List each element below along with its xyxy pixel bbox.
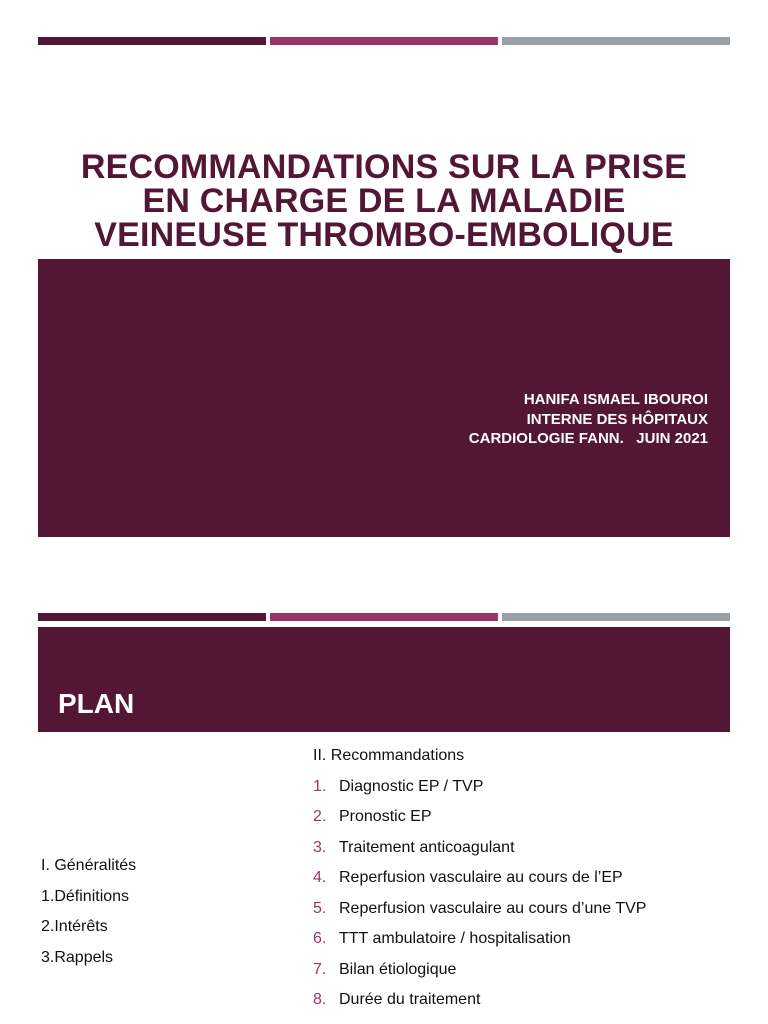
item-text: Pronostic EP [339, 808, 432, 825]
plan-title: PLAN [58, 688, 135, 719]
generalites-list [41, 856, 136, 978]
item-text: Reperfusion vasculaire au cours d’une TVP [339, 899, 647, 917]
bar-dark [38, 37, 266, 45]
title-line-1: RECOMMANDATIONS SUR LA PRISE [80, 148, 688, 186]
list-item [313, 899, 646, 930]
bar-dark [38, 613, 266, 621]
list-item [313, 777, 646, 808]
title-line-2: EN CHARGE DE LA MALADIE [142, 182, 626, 220]
list-item [313, 960, 646, 991]
item-text: Bilan étiologique [339, 960, 457, 978]
author-affiliation-date: CARDIOLOGIE FANN. JUIN 2021 [468, 430, 708, 447]
item-number: 8. [313, 991, 327, 1008]
list-item [313, 807, 646, 838]
recommandations-list [313, 746, 646, 1021]
list-item [313, 838, 646, 869]
bar-gray [502, 613, 730, 621]
recommandations-heading: II. Recommandations [313, 747, 465, 764]
item-text: Durée du traitement [339, 991, 481, 1008]
plan-slide [0, 580, 768, 1024]
item-text: TTT ambulatoire / hospitalisation [339, 930, 571, 947]
bar-gray [502, 37, 730, 45]
list-item [313, 990, 646, 1021]
item-text: Traitement anticoagulant [339, 838, 515, 856]
list-item: 1.Définitions [41, 887, 130, 905]
title-line-3: VEINEUSE THROMBO-EMBOLIQUE [94, 216, 674, 254]
decorative-top-bars [38, 37, 730, 45]
author-block [469, 390, 708, 449]
author-role: INTERNE DES HÔPITAUX [526, 410, 708, 428]
list-item: 2.Intérêts [41, 918, 108, 935]
list-item [313, 929, 646, 960]
item-number: 6. [313, 930, 327, 947]
decorative-top-bars [38, 613, 730, 621]
list-item: 3.Rappels [41, 948, 114, 966]
item-number: 3. [313, 838, 327, 856]
bar-accent [270, 37, 498, 45]
slide-title [38, 150, 730, 252]
bar-accent [270, 613, 498, 621]
item-number: 4. [313, 869, 327, 886]
item-number: 7. [313, 960, 327, 978]
item-text: Reperfusion vasculaire au cours de l’EP [339, 869, 623, 886]
author-banner [38, 259, 730, 537]
plan-header-banner [38, 627, 730, 732]
list-item: I. Généralités [41, 857, 137, 874]
item-number: 1. [313, 777, 327, 795]
list-item [313, 868, 646, 899]
item-text: Diagnostic EP / TVP [339, 777, 484, 795]
item-number: 2. [313, 808, 327, 825]
item-number: 5. [313, 899, 327, 917]
author-name: HANIFA ISMAEL IBOUROI [523, 391, 708, 408]
